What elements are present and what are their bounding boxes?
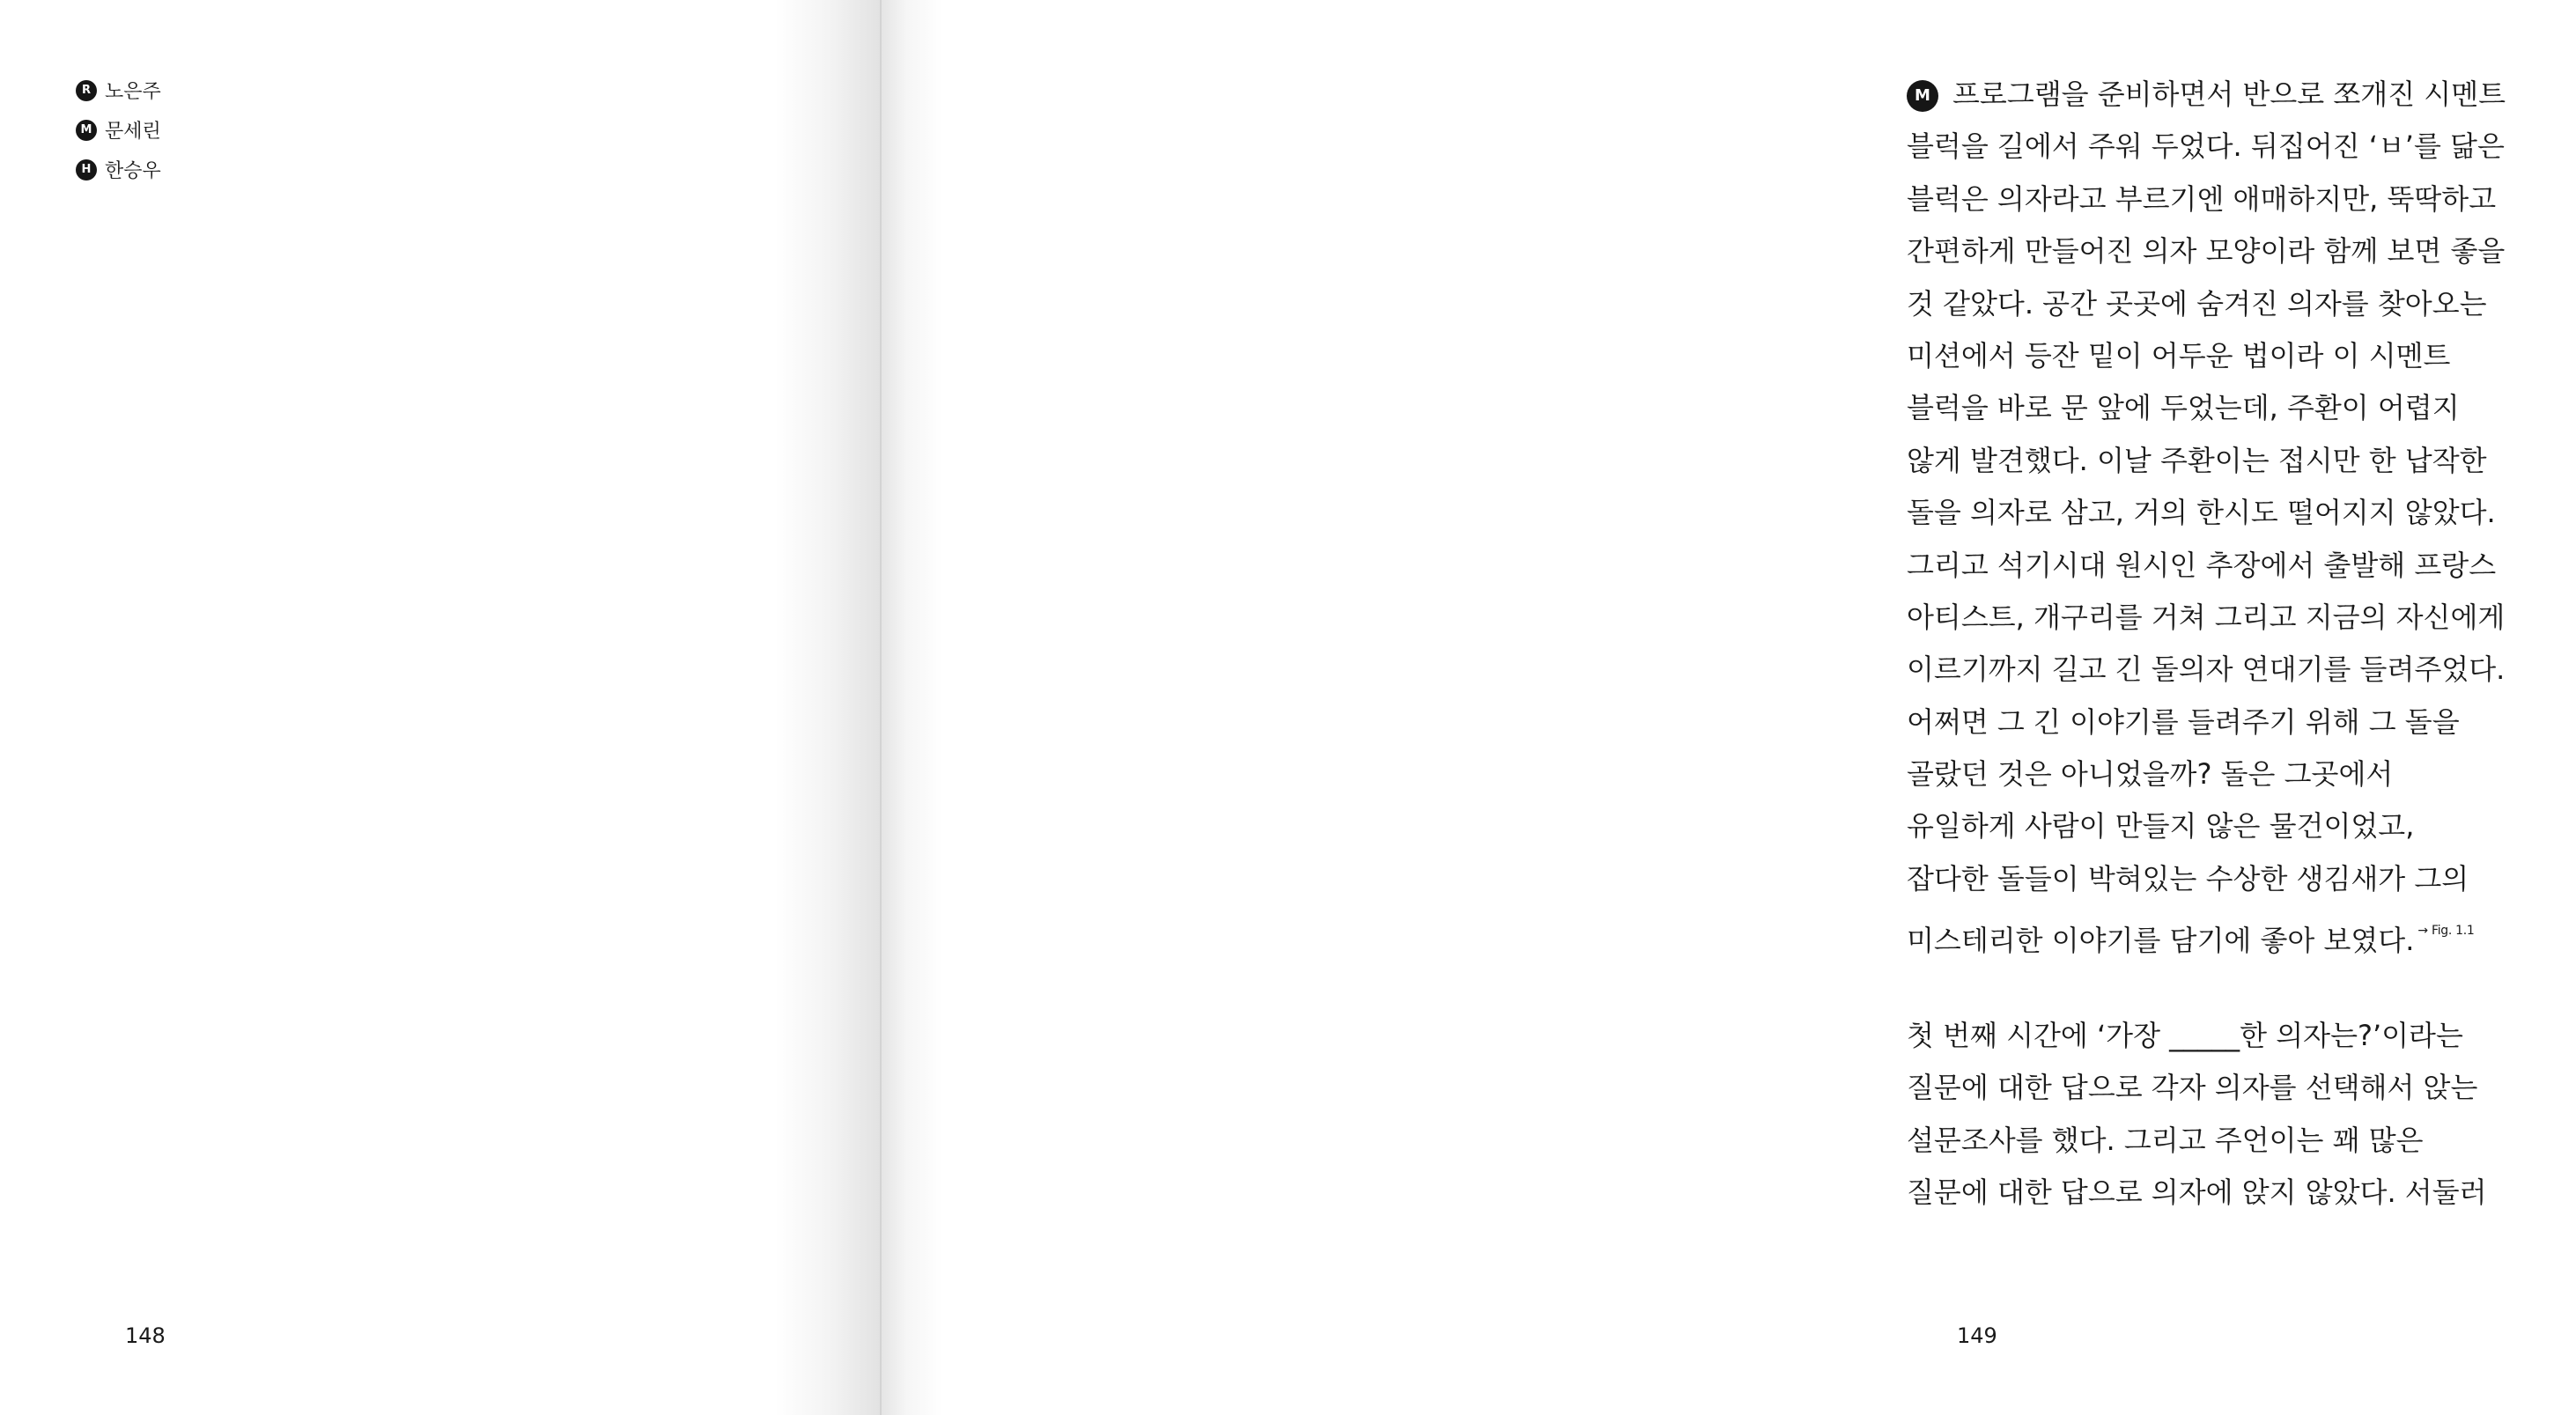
speaker-item [76,70,161,110]
speaker-item [76,150,161,189]
text-line: 설문조사를 했다. 그리고 주언이는 꽤 많은 [1907,1123,2424,1157]
text-line: 골랐던 것은 아니었을까? 돌은 그곳에서 [1907,757,2394,792]
text-line: 첫 번째 시간에 ‘가장 _____한 의자는?’이라는 [1907,1019,2463,1053]
paragraph-1 [1907,69,2576,958]
left-page [0,0,881,1415]
text-line: 이르기까지 길고 긴 돌의자 연대기를 들려주었다. [1907,652,2506,687]
text-line: 그리고 석기시대 원시인 추장에서 출발해 프랑스 [1907,548,2497,582]
page-gutter [880,0,882,1415]
body-text [1907,69,2576,1220]
page-number-left: 148 [125,1323,166,1348]
text-line: 미션에서 등잔 밑이 어두운 법이라 이 시멘트 [1907,338,2451,372]
speaker-badge-m: M [76,120,97,141]
text-line: 것 같았다. 공간 곳곳에 숨겨진 의자를 찾아오는 [1907,286,2487,321]
text-line: 잡다한 돌들이 박혀있는 수상한 생김새가 그의 [1907,861,2469,895]
text-line: 간편하게 만들어진 의자 모양이라 함께 보면 좋을 [1907,234,2506,269]
speaker-name: 노은주 [105,81,161,103]
speaker-badge-m: M [1907,80,1938,112]
text-line: 질문에 대한 답으로 각자 의자를 선택해서 앉는 [1907,1071,2478,1105]
speaker-list [76,70,161,189]
text-line: 블럭을 바로 문 앞에 두었는데, 주환이 어렵지 [1907,391,2460,425]
speaker-badge-h: H [76,159,97,181]
speaker-badge-r: R [76,80,97,101]
figure-reference: → Fig. 1.1 [2417,924,2475,939]
speaker-item [76,110,161,150]
text-line: 블럭을 길에서 주워 두었다. 뒤집어진 ‘ㅂ’를 닮은 [1907,129,2505,164]
page-number-right: 149 [1957,1323,1997,1348]
text-line: 질문에 대한 답으로 의자에 앉지 않았다. 서둘러 [1907,1175,2487,1210]
text-line: 돌을 의자로 삼고, 거의 한시도 떨어지지 않았다. [1907,496,2496,530]
text-line: 블럭은 의자라고 부르기엔 애매하지만, 뚝딱하고 [1907,181,2497,216]
speaker-name: 문세린 [105,121,161,143]
text-line: 않게 발견했다. 이날 주환이는 접시만 한 납작한 [1907,443,2487,477]
text-line: 미스테리한 이야기를 담기에 좋아 보였다. $^{\to Fig. 1.1}$ [1907,924,2475,958]
paragraph-2 [1907,1010,2576,1220]
right-page [881,0,2506,1415]
text-line: M 프로그램을 준비하면서 반으로 쪼개진 시멘트 [1907,69,2576,121]
text-line: 유일하게 사람이 만들지 않은 물건이었고, [1907,809,2415,844]
text-line: 아티스트, 개구리를 거쳐 그리고 지금의 자신에게 [1907,600,2506,634]
text-line: 어쩌면 그 긴 이야기를 들려주기 위해 그 돌을 [1907,704,2460,739]
speaker-name: 한승우 [105,160,161,182]
